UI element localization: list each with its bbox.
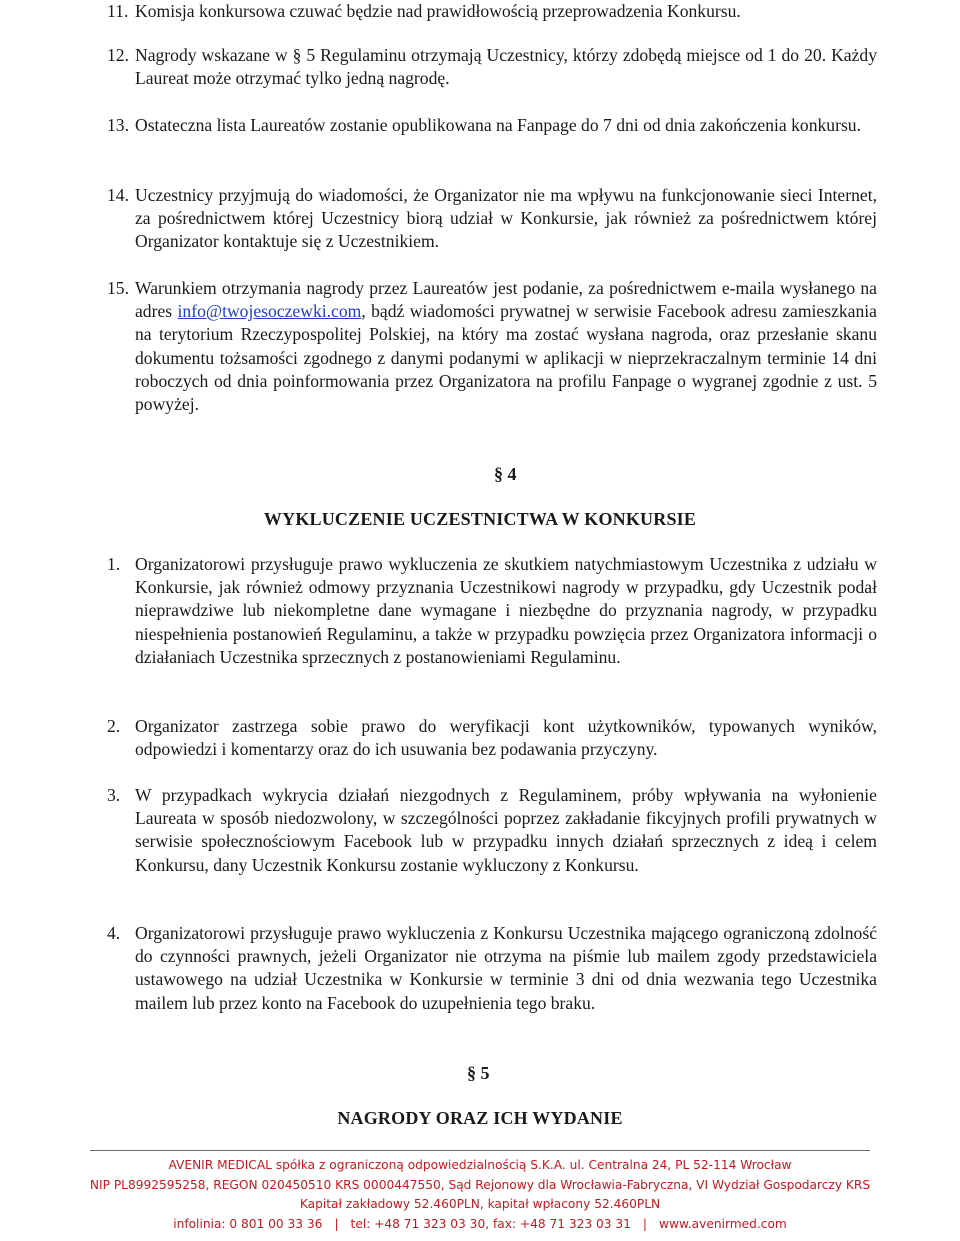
list-item [107, 0, 877, 23]
section-title: NAGRODY ORAZ ICH WYDANIE [337, 1108, 623, 1128]
item-text: W przypadkach wykrycia działań niezgodnych z Regulaminem, próby wpływania na wyłonienie Laureata w sposób niedozwolony, w szczególności poprzez zakładanie fikcyjnych profili prywatnych w serwisie społecznościowym Facebook lub w przypadku innych działań sprzecznych z ideą i celem Konkursu, dany Uczestnik Konkursu zostanie wykluczony z Konkursu. [135, 785, 877, 875]
item-text: Organizator zastrzega sobie prawo do weryfikacji kont użytkowników, typowanych wyników, odpowiedzi i komentarzy oraz do ich usuwania bez podawania przyczyny. [135, 716, 877, 760]
email-link[interactable]: info@twojesoczewki.com [177, 301, 362, 322]
item-number: 11. [107, 1, 129, 21]
item-text [135, 277, 877, 416]
page-footer [0, 1156, 960, 1234]
footer-phone: tel: +48 71 323 03 30, fax: +48 71 323 03 31 [350, 1216, 631, 1231]
list-item [107, 922, 877, 1015]
list-item [107, 184, 877, 254]
item-text-part: Warunkiem otrzymania nagrody przez Laureatów jest podanie, za pośrednictwem e-maila wysłanego na adres [135, 278, 877, 322]
item-number: 15. [107, 278, 129, 298]
item-number: 12. [107, 45, 129, 65]
list-item [107, 715, 877, 761]
list-item [107, 784, 877, 877]
footer-divider [90, 1150, 870, 1151]
item-number: 4. [107, 923, 121, 943]
footer-hotline: infolinia: 0 801 00 33 36 [173, 1216, 323, 1231]
item-number: 1. [107, 554, 121, 574]
item-number: 2. [107, 716, 121, 736]
section-mark: § 4 [494, 464, 517, 484]
item-text: Ostateczna lista Laureatów zostanie opublikowana na Fanpage do 7 dni od dnia zakończenia konkursu. [135, 115, 861, 135]
list-item [107, 44, 877, 90]
section-title: WYKLUCZENIE UCZESTNICTWA W KONKURSIE [263, 509, 697, 529]
section-mark: § 5 [467, 1063, 490, 1083]
item-text: Nagrody wskazane w § 5 Regulaminu otrzymają Uczestnicy, którzy zdobędą miejsce od 1 do 20. Każdy Laureat może otrzymać tylko jedną nagrodę. [135, 45, 877, 89]
item-text: Organizatorowi przysługuje prawo wykluczenia ze skutkiem natychmiastowym Uczestnika z udziału w Konkursie, jak również odmowy przyznania Uczestnikowi nagrody w przypadku, gdy Uczestnik podał nieprawdziwe lub niekompletne dane wymagane i niezbędne do przyznania nagrody, w przypadku niespełnienia postanowień Regulaminu, a także w przypadku powzięcia przez Organizatora informacji o działaniach Uczestnika sprzecznych z postanowieniami Regulaminu. [135, 554, 877, 667]
footer-website-link[interactable]: www.avenirmed.com [659, 1216, 787, 1231]
item-number: 14. [107, 185, 129, 205]
item-text: Komisja konkursowa czuwać będzie nad prawidłowością przeprowadzenia Konkursu. [135, 1, 741, 21]
item-text-part: , bądź wiadomości prywatnej w serwisie Facebook adresu zamieszkania na terytorium Rzeczypospolitej Polskiej, na który ma zostać wysłana nagroda, oraz przesłanie skanu dokumentu tożsamości zgodnego z danymi podanymi w aplikacji w nieprzekraczalnym terminie 14 dni roboczych od dnia poinformowania przez Organizatora na profilu Fanpage o wygranej zgodnie z ust. 5 powyżej. [135, 301, 877, 415]
list-item [107, 553, 877, 669]
footer-separator: | [642, 1216, 648, 1231]
footer-registry-line: NIP PL8992595258, REGON 020450510 KRS 0000447550, Sąd Rejonowy dla Wrocławia-Fabryczna, VI Wydział Gospodarczy KRS [89, 1177, 871, 1192]
footer-contact-line [0, 1215, 960, 1235]
footer-separator: | [334, 1216, 339, 1231]
footer-company-line: AVENIR MEDICAL spółka z ograniczoną odpowiedzialnością S.K.A. ul. Centralna 24, PL 52-114 Wrocław [168, 1158, 792, 1172]
item-number: 13. [107, 115, 129, 135]
item-text: Uczestnicy przyjmują do wiadomości, że Organizator nie ma wpływu na funkcjonowanie sieci Internet, za pośrednictwem której Uczestnicy biorą udział w Konkursie, jak również za pośrednictwem której Organizator kontaktuje się z Uczestnikiem. [135, 185, 877, 252]
list-item [107, 277, 877, 416]
item-number: 3. [107, 785, 121, 805]
list-item [107, 114, 877, 137]
item-text: Organizatorowi przysługuje prawo wykluczenia z Konkursu Uczestnika mającego ograniczoną zdolność do czynności prawnych, jeżeli Organizator nie otrzyma na piśmie lub mailem zgody przedstawiciela ustawowego na udział Uczestnika w Konkursie w terminie 3 dni od dnia wezwania tego Uczestnika mailem lub przez konto na Facebook do uzupełnienia tego braku. [135, 923, 877, 1013]
footer-capital-line: Kapitał zakładowy 52.460PLN, kapitał wpłacony 52.460PLN [299, 1197, 661, 1212]
